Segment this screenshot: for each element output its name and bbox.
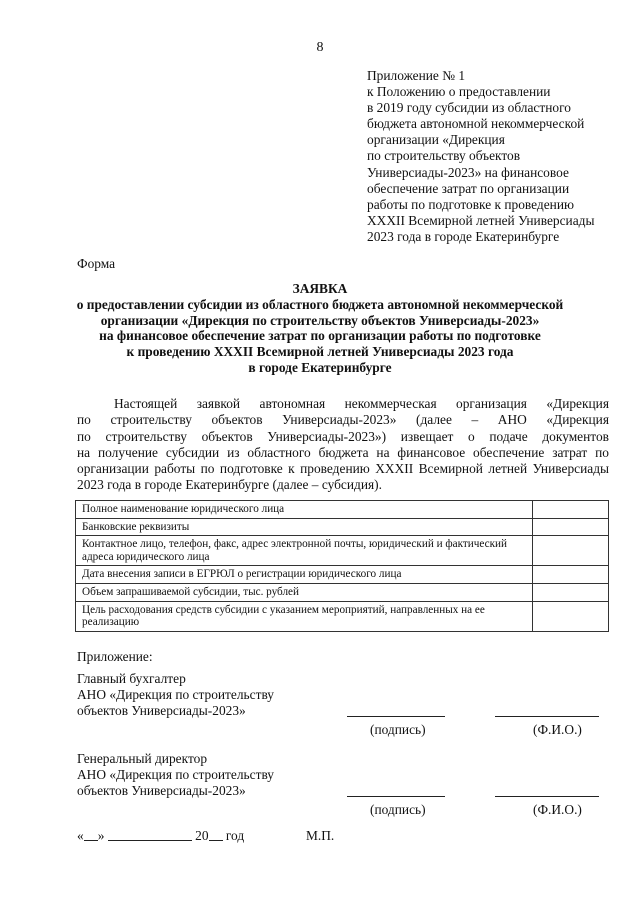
table-row: [76, 566, 609, 584]
appendix-line: обеспечение затрат по организации: [367, 180, 570, 196]
signature-caption: (подпись): [370, 722, 426, 737]
signer-line: АНО «Дирекция по строительству: [77, 767, 275, 783]
form-label: Форма: [77, 256, 116, 271]
row-label: Банковские реквизиты: [76, 518, 533, 536]
open-quote: «: [77, 828, 84, 843]
table-row: [76, 583, 609, 601]
appendix-line: 2023 года в городе Екатеринбурге: [367, 228, 560, 244]
appendix-line: XXXII Всемирной летней Универсиады: [367, 212, 595, 228]
signer-line: объектов Универсиады-2023»: [77, 703, 246, 719]
signer-line: объектов Универсиады-2023»: [77, 783, 246, 799]
row-value-cell[interactable]: [533, 583, 609, 601]
appendix-line: к Положению о предоставлении: [367, 84, 551, 100]
date-line: [77, 828, 244, 844]
body-line: на получение субсидии из областного бюджета на финансовое обеспечение затрат по: [77, 444, 609, 460]
row-value-cell[interactable]: [533, 566, 609, 584]
signer-line: АНО «Дирекция по строительству: [77, 687, 275, 703]
appendix-line: Приложение № 1: [367, 68, 466, 83]
signature-line[interactable]: [347, 716, 445, 717]
name-caption: (Ф.И.О.): [533, 802, 582, 817]
appendix-line: бюджета автономной некоммерческой: [367, 116, 585, 132]
year-suffix: год: [225, 828, 245, 843]
row-value-cell[interactable]: [533, 601, 609, 631]
attachment-label: Приложение:: [77, 649, 153, 664]
table-row: [76, 518, 609, 536]
body-line: по строительству объектов Универсиады-2023») извещает о подаче документов: [77, 428, 609, 444]
body-line: организации работы по подготовке к проведению XXXII Всемирной летней Универсиады: [77, 461, 609, 477]
application-table: [75, 500, 609, 632]
title-line: о предоставлении субсидии из областного бюджета автономной некоммерческой: [76, 296, 564, 312]
appendix-line: в 2019 году субсидии из областного: [367, 100, 571, 116]
title-line: в городе Екатеринбурге: [248, 359, 392, 375]
name-line[interactable]: [495, 716, 599, 717]
signer-line: Генеральный директор: [77, 751, 208, 766]
row-label: Контактное лицо, телефон, факс, адрес электронной почты, юридический и фактический адреса юридического лица: [76, 536, 533, 566]
stamp-label: М.П.: [306, 828, 335, 843]
title-line: к проведению XXXII Всемирной летней Универсиады 2023 года: [126, 344, 514, 360]
row-value-cell[interactable]: [533, 501, 609, 519]
body-line: Настоящей заявкой автономная некоммерческая организация «Дирекция: [114, 396, 609, 411]
chief-accountant-block: [77, 671, 274, 719]
document-title: [60, 281, 580, 376]
row-value-cell[interactable]: [533, 536, 609, 566]
close-quote: »: [97, 828, 105, 843]
name-line[interactable]: [495, 796, 599, 797]
signer-line: Главный бухгалтер: [77, 671, 186, 686]
signature-line[interactable]: [347, 796, 445, 797]
appendix-line: по строительству объектов: [367, 148, 521, 164]
signature-caption: (подпись): [370, 802, 426, 817]
row-label: Полное наименование юридического лица: [76, 501, 533, 519]
row-label: Объем запрашиваемой субсидии, тыс. рублей: [76, 583, 533, 601]
row-label: Дата внесения записи в ЕГРЮЛ о регистрации юридического лица: [76, 566, 533, 584]
appendix-line: организации «Дирекция: [367, 132, 505, 148]
month-blank[interactable]: [108, 828, 192, 841]
title-line: ЗАЯВКА: [292, 281, 348, 296]
row-label: Цель расходования средств субсидии с указанием мероприятий, направленных на ее реализацию: [76, 601, 533, 631]
year-prefix: 20: [195, 828, 209, 843]
page-number: 8: [316, 40, 324, 55]
appendix-line: работы по подготовке к проведению: [367, 196, 575, 212]
row-value-cell[interactable]: [533, 518, 609, 536]
table-row: [76, 601, 609, 631]
table-row: [76, 536, 609, 566]
appendix-block: [367, 68, 632, 245]
body-line: по строительству объектов Универсиады-2023» (далее – АНО «Дирекция: [77, 412, 609, 428]
body-line: 2023 года в городе Екатеринбурге (далее – субсидия).: [77, 477, 382, 493]
body-paragraph: [77, 396, 609, 494]
title-line: организации «Дирекция по строительству объектов Универсиады-2023»: [100, 312, 540, 328]
title-line: на финансовое обеспечение затрат по организации работы по подготовке: [99, 328, 541, 344]
director-block: [77, 751, 274, 799]
day-blank[interactable]: [84, 828, 98, 841]
year-blank[interactable]: [209, 828, 223, 841]
table-row: [76, 501, 609, 519]
name-caption: (Ф.И.О.): [533, 722, 582, 737]
appendix-line: Универсиады-2023» на финансовое: [367, 164, 569, 180]
